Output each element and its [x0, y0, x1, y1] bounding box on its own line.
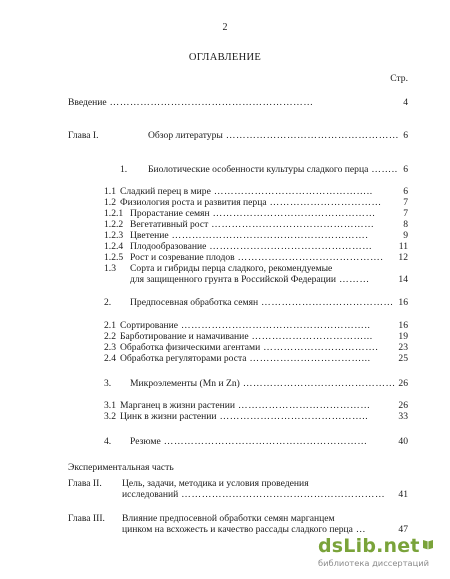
toc-entry-title	[122, 478, 309, 489]
toc-entry-title	[130, 241, 372, 252]
toc-entry-leader: ……………………………………………………	[160, 436, 368, 447]
toc-entry-text: исследований	[122, 489, 179, 500]
toc-entry-leader: ………………………………………..	[210, 186, 373, 197]
toc-entry-leader: …………………………………….	[234, 252, 384, 263]
toc-entry-text: Цинк в жизни растении	[120, 411, 217, 422]
toc-entry-title	[122, 513, 335, 524]
toc-entry-title	[120, 197, 382, 208]
toc-entry-text: Плодообразование	[130, 241, 207, 252]
toc-entry-text: Физиология роста и развития перца	[120, 197, 267, 208]
toc-entry-page: 16	[398, 297, 408, 308]
toc-entry-number: 1.	[120, 164, 128, 175]
toc-entry-page: 26	[398, 378, 408, 389]
toc-entry-page: 14	[398, 274, 408, 285]
toc-entry-leader: …………………………………	[235, 400, 371, 411]
toc-entry-title	[122, 524, 366, 535]
toc-entry-text: Биолотические особенности культуры сладкого перца	[148, 164, 369, 175]
toc-entry-leader: ……………………………………..	[216, 411, 369, 422]
toc-entry-number: 1.2.1	[104, 208, 124, 219]
toc-entry-text: Обзор литературы	[148, 130, 223, 141]
toc-entry-text: Цель, задачи, методика и условия проведения	[122, 478, 309, 489]
toc-entry-text: Цветение	[130, 230, 169, 241]
page-column-label: Стр.	[390, 73, 408, 84]
toc-entry-number: Глава I.	[68, 130, 99, 141]
toc-entry-number: 4.	[104, 436, 112, 447]
toc-entry-title	[120, 320, 370, 331]
toc-entry-number: 3.2	[104, 411, 116, 422]
toc-entry-number: 1.2.3	[104, 230, 124, 241]
toc-entry-leader: ……………………………...	[246, 353, 371, 364]
watermark-subtitle: библиотека диссертаций	[318, 558, 430, 568]
toc-entry-title	[120, 342, 378, 353]
toc-entry-leader: ………………………………………………….	[168, 230, 369, 241]
toc-entry-number: 2.4	[104, 353, 116, 364]
toc-entry-page: 6	[403, 164, 408, 175]
toc-entry-title	[130, 378, 396, 389]
toc-entry-text: Предпосевная обработка семян	[130, 297, 259, 308]
toc-entry-leader: ………………………………………………..	[177, 320, 371, 331]
toc-entry-page: 47	[398, 524, 408, 535]
toc-entry-title	[130, 219, 374, 230]
toc-entry-page: 4	[403, 97, 408, 108]
toc-entry-leader: ……………………………………………	[222, 130, 400, 141]
toc-entry-leader: …………………………………………	[206, 241, 373, 252]
page-number: 2	[222, 22, 228, 33]
toc-entry-number: Глава II.	[68, 478, 102, 489]
toc-entry-text: Сорта и гибриды перца сладкого, рекомендуемые	[130, 263, 333, 274]
toc-entry-title	[130, 208, 376, 219]
toc-entry-page: 7	[403, 208, 408, 219]
toc-entry-title	[130, 436, 368, 447]
toc-entry-page: 9	[403, 230, 408, 241]
toc-entry-number: 1.2	[104, 197, 116, 208]
toc-entry-page: 25	[398, 353, 408, 364]
toc-entry-number: 3.	[104, 378, 112, 389]
toc-entry-text: Резюме	[130, 436, 161, 447]
toc-entry-title	[120, 186, 373, 197]
toc-entry-title	[122, 489, 385, 500]
toc-entry-title	[148, 164, 398, 175]
toc-entry-number: 3.1	[104, 400, 116, 411]
toc-entry-page: 26	[398, 400, 408, 411]
toc-entry-page: 33	[398, 411, 408, 422]
toc-entry-number: 2.	[104, 297, 112, 308]
toc-entry-number: Глава III.	[68, 513, 105, 524]
toc-entry-title	[68, 462, 174, 473]
toc-entry-text: Введение	[68, 97, 107, 108]
toc-entry-text: Сортирование	[120, 320, 178, 331]
toc-entry-number: 2.3	[104, 342, 116, 353]
toc-entry-number: 2.2	[104, 331, 116, 342]
toc-entry-number: 2.1	[104, 320, 116, 331]
watermark	[318, 535, 436, 571]
toc-entry-page: 16	[398, 320, 408, 331]
toc-entry-leader: ……………………………………………………	[106, 97, 314, 108]
toc-entry-number: 1.2.5	[104, 252, 124, 263]
toc-entry-title	[120, 400, 371, 411]
toc-entry-text: Прорастание семян	[130, 208, 210, 219]
toc-entry-title	[130, 297, 394, 308]
toc-entry-text: цинком на всхожесть и качество рассады сладкого перца	[122, 524, 353, 535]
toc-entry-text: Сладкий перец в мире	[120, 186, 211, 197]
toc-entry-text: Экспериментальная часть	[68, 462, 174, 473]
toc-entry-text: Вегетативный рост	[130, 219, 209, 230]
toc-entry-page: 7	[403, 197, 408, 208]
toc-entry-leader: ……………………………………………………	[178, 489, 386, 500]
toc-entry-page: 41	[398, 489, 408, 500]
toc-entry-leader: …………………………………………	[208, 219, 375, 230]
toc-entry-leader: …………………………….	[260, 342, 379, 353]
toc-entry-title	[130, 230, 368, 241]
toc-entry-text: Марганец в жизни растении	[120, 400, 236, 411]
toc-entry-title	[130, 263, 332, 274]
toc-entry-page: 8	[403, 219, 408, 230]
toc-entry-leader: …………………………………………	[209, 208, 376, 219]
watermark-logo: dsLib.net	[318, 535, 434, 557]
toc-entry-title	[130, 274, 370, 285]
toc-entry-text: Обработка регуляторами роста	[120, 353, 247, 364]
toc-entry-leader: ……………………………	[266, 197, 382, 208]
toc-entry-leader: ………………………………………	[239, 378, 396, 389]
toc-entry-leader: ……..	[368, 164, 398, 175]
toc-entry-page: 23	[398, 342, 408, 353]
toc-entry-text: для защищенного грунта в Российской Федерации	[130, 274, 337, 285]
toc-entry-number: 1.2.4	[104, 241, 124, 252]
toc-entry-number: 1.3	[104, 263, 116, 274]
book-icon	[422, 538, 434, 550]
toc-entry-number: 1.1	[104, 186, 116, 197]
toc-entry-title	[120, 353, 371, 364]
toc-entry-page: 6	[403, 130, 408, 141]
toc-entry-page: 6	[403, 186, 408, 197]
toc-entry-text: Микроэлементы (Mn и Zn)	[130, 378, 240, 389]
toc-entry-page: 12	[398, 252, 408, 263]
toc-entry-page: 19	[398, 331, 408, 342]
toc-entry-title	[68, 97, 314, 108]
toc-entry-page: 40	[398, 436, 408, 447]
toc-entry-title	[130, 252, 383, 263]
toc-entry-leader: …………………………………	[258, 297, 394, 308]
toc-entry-text: Рост и созревание плодов	[130, 252, 235, 263]
toc-entry-text: Барботирование и намачивание	[120, 331, 249, 342]
toc-entry-text: Влияние предпосевной обработки семян марганцем	[122, 513, 335, 524]
toc-entry-number: 1.2.2	[104, 219, 124, 230]
toc-entry-title	[120, 331, 373, 342]
toc-entry-leader: …	[352, 524, 367, 535]
toc-heading: ОГЛАВЛЕНИЕ	[188, 52, 262, 63]
toc-entry-leader: ……………………………...	[248, 331, 373, 342]
toc-entry-page: 11	[398, 241, 408, 252]
toc-entry-leader: ………	[336, 274, 370, 285]
toc-entry-title	[148, 130, 400, 141]
toc-entry-text: Обработка физическими агентами	[120, 342, 261, 353]
toc-entry-title	[120, 411, 368, 422]
